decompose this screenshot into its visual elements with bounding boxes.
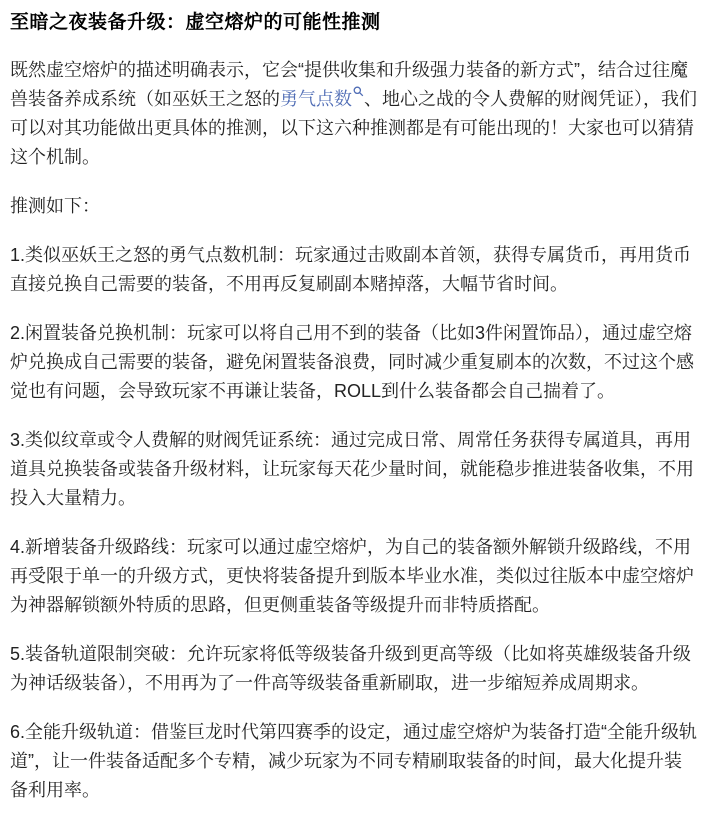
search-icon [353,86,364,97]
article-title: 至暗之夜装备升级：虚空熔炉的可能性推测 [10,12,381,33]
speculation-item-4: 4.新增装备升级路线：玩家可以通过虚空熔炉，为自己的装备额外解锁升级路线，不用再受限于单一的升级方式，更快将装备提升到版本毕业水准，类似过往版本中虚空熔炉为神器解锁额外特质的思路，但更侧重装备等级提升而非特质搭配。 [10,537,694,615]
speculation-item-1: 1.类似巫妖王之怒的勇气点数机制：玩家通过击败副本首领，获得专属货币，再用货币直接兑换自己需要的装备，不用再反复刷副本赌掉落，大幅节省时间。 [10,245,692,294]
intro-text-after-link: 、地心之战的令人费解的财阀凭证），我们可以对其功能做出更具体的推测，以下这六种推测都是有可能出现的！大家也可以猜猜这个机制。 [10,89,697,167]
section-label: 推测如下： [10,196,100,216]
entity-link-courage-points[interactable] [280,89,364,109]
speculation-item-3: 3.类似纹章或令人费解的财阀凭证系统：通过完成日常、周常任务获得专属道具，再用道具兑换装备或装备升级材料，让玩家每天花少量时间，就能稳步推进装备收集，不用投入大量精力。 [10,430,694,508]
entity-link-label: 勇气点数 [280,89,352,109]
speculation-item-2: 2.闲置装备兑换机制：玩家可以将自己用不到的装备（比如3件闲置饰品），通过虚空熔炉兑换成自己需要的装备，避免闲置装备浪费，同时减少重复刷本的次数，不过这个感觉也有问题，会导致玩家不再谦让装备，ROLL到什么装备都会自己揣着了。 [10,323,694,401]
speculation-item-6: 6.全能升级轨道：借鉴巨龙时代第四赛季的设定，通过虚空熔炉为装备打造“全能升级轨道”，让一件装备适配多个专精，减少玩家为不同专精刷取装备的时间，最大化提升装备利用率。 [10,722,698,800]
speculation-item-5: 5.装备轨道限制突破：允许玩家将低等级装备升级到更高等级（比如将英雄级装备升级为神话级装备），不用再为了一件高等级装备重新刷取，进一步缩短养成周期求。 [10,644,692,693]
intro-text-before-link: 既然虚空熔炉的描述明确表示，它会“提供收集和升级强力装备的新方式”，结合过往魔兽装备养成系统（如巫妖王之怒的 [10,60,688,109]
intro-paragraph [10,56,699,172]
